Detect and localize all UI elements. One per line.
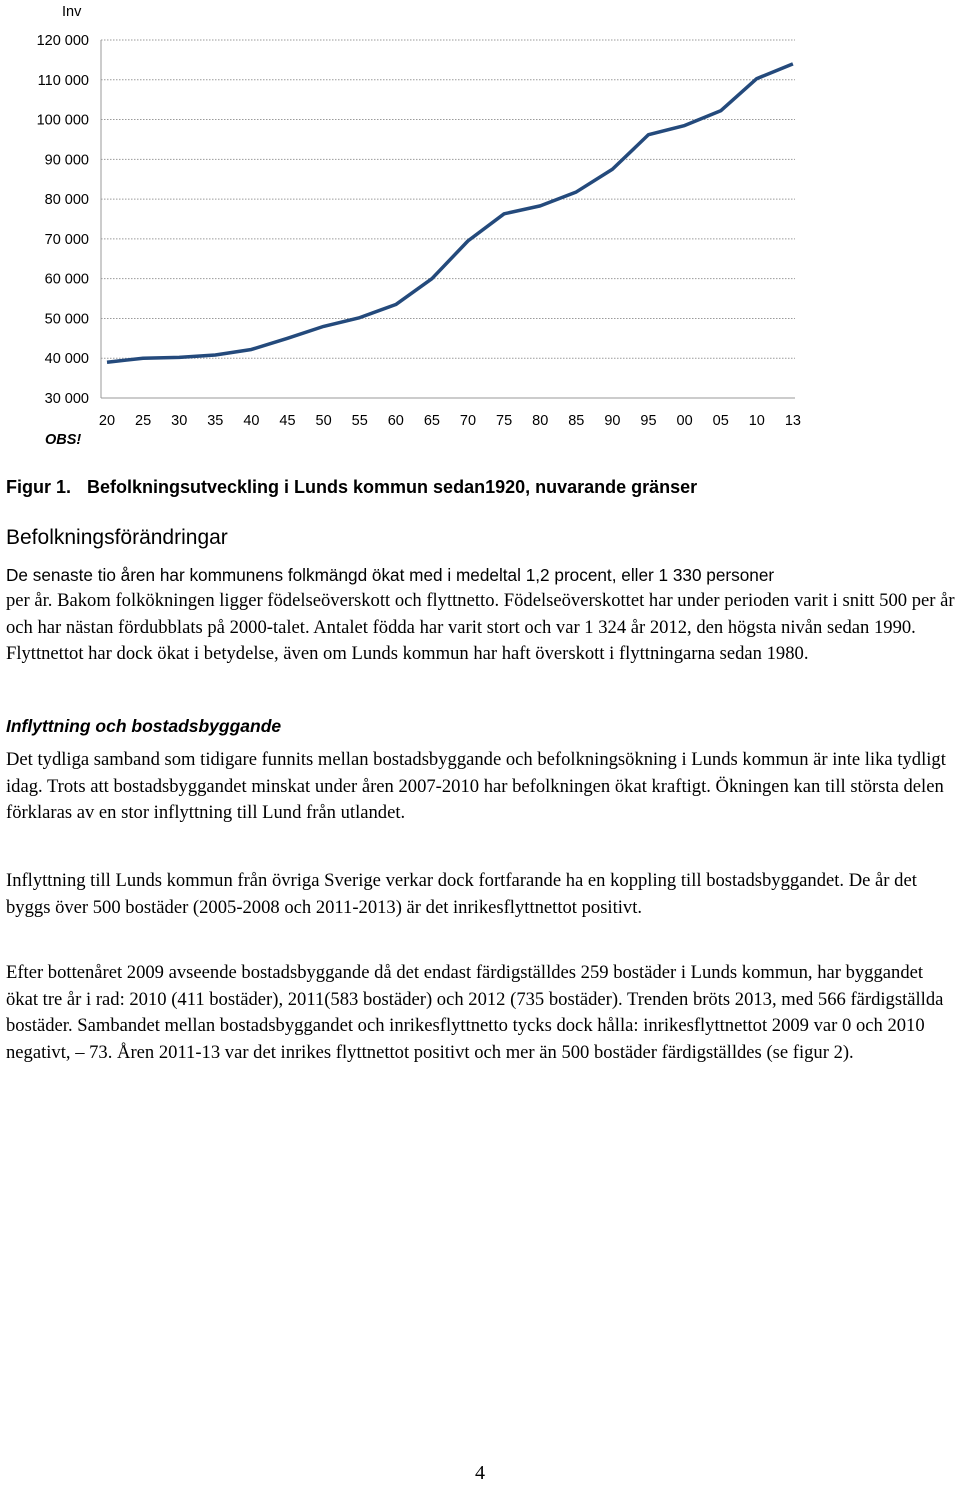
x-tick-label: 30 — [171, 413, 188, 429]
paragraph-population-body: per år. Bakom folkökningen ligger födelseöverskott och flyttnetto. Födelseöverskottet har under perioden varit i snitt 500 per år och har nästan fördubblats på 2000-talet. Antalet födda har varit stort och var 1 324 år 2012, den högsta nivån sedan 1990. Flyttnettot har dock ökat i betydelse, även om Lunds kommun har haft överskott i flyttningarna sedan 1980. — [6, 590, 955, 664]
y-tick-label: 70 000 — [44, 231, 89, 248]
x-tick-label: 85 — [568, 413, 585, 429]
section-heading-population-change: Befolkningsförändringar — [6, 526, 228, 549]
figure-caption — [6, 477, 697, 498]
x-tick-label: 35 — [207, 413, 224, 429]
y-tick-labels — [37, 33, 89, 407]
y-tick-label: 80 000 — [44, 192, 89, 209]
x-tick-label: 70 — [459, 413, 477, 429]
x-tick-label: 65 — [423, 413, 440, 429]
chart-series — [107, 64, 793, 362]
x-tick-label: 25 — [135, 413, 152, 429]
x-tick-label: 50 — [315, 413, 332, 429]
chart-gridlines — [101, 40, 795, 398]
x-tick-label: 55 — [351, 413, 368, 429]
x-tick-label: 60 — [387, 413, 404, 429]
x-tick-label: 95 — [640, 413, 657, 429]
x-tick-label: 00 — [676, 413, 693, 429]
paragraph-migration-1: Det tydliga samband som tidigare funnits mellan bostadsbyggande och befolkningsökning i Lunds kommun är inte lika tydligt idag. Trots att bostadsbyggandet minskat under åren 2007-2010 har befolkningen ökat kraftigt. Ökningen kan till största delen förklaras av en stor inflyttning till Lund från utlandet. — [6, 749, 946, 823]
x-tick-label: 20 — [98, 413, 116, 429]
y-tick-label: 90 000 — [44, 152, 89, 169]
x-tick-label: 40 — [243, 413, 260, 429]
x-tick-label: 90 — [604, 413, 621, 429]
x-tick-label: 05 — [712, 413, 729, 429]
population-line-chart — [0, 0, 960, 460]
y-axis-label: Inv — [62, 4, 82, 20]
x-tick-label: 10 — [748, 413, 765, 429]
population-series-line — [107, 64, 793, 362]
y-tick-label: 120 000 — [36, 33, 89, 49]
y-tick-label: 30 000 — [44, 391, 89, 407]
x-tick-label: 80 — [532, 413, 549, 429]
paragraph-migration-3: Efter bottenåret 2009 avseende bostadsbyggande då det endast färdigställdes 259 bostäder i Lunds kommun, har byggandet ökat tre år i rad: 2010 (411 bostäder), 2011(583 bostäder) och 2012 (735 bostäder). Trenden bröts 2013, med 566 färdigställda bostäder. Sambandet mellan bostadsbyggandet och inrikesflyttnetto tycks dock hålla: inrikesflyttnettot 2009 var 0 och 2010 negativt, – 73. Åren 2011-13 var det inrikes flyttnettot positivt och mer än 500 bostäder färdigställdes (se figur 2). — [6, 962, 944, 1063]
y-tick-label: 60 000 — [44, 271, 89, 288]
x-tick-labels — [99, 413, 801, 429]
chart-note: OBS! — [45, 432, 82, 448]
x-tick-label: 75 — [496, 413, 513, 429]
x-tick-label: 13 — [784, 413, 801, 429]
figure-title: Befolkningsutveckling i Lunds kommun sedan1920, nuvarande gränser — [87, 477, 698, 497]
x-tick-label: 45 — [279, 413, 296, 429]
y-tick-label: 100 000 — [36, 112, 89, 129]
y-tick-label: 50 000 — [44, 311, 89, 328]
paragraph-migration-2: Inflyttning till Lunds kommun från övriga Sverige verkar dock fortfarande ha en koppling till bostadsbyggandet. De år det byggs över 500 bostäder (2005-2008 och 2011-2013) är det inrikesflyttnettot positivt. — [6, 870, 917, 918]
figure-number: Figur 1. — [6, 477, 72, 497]
section-heading-migration-housing: Inflyttning och bostadsbyggande — [6, 716, 282, 736]
y-tick-label: 110 000 — [37, 72, 89, 89]
paragraph-population-lead: De senaste tio åren har kommunens folkmängd ökat med i medeltal 1,2 procent, eller 1 330 personer — [6, 565, 775, 585]
page-number: 4 — [475, 1462, 485, 1484]
y-tick-label: 40 000 — [44, 351, 89, 368]
